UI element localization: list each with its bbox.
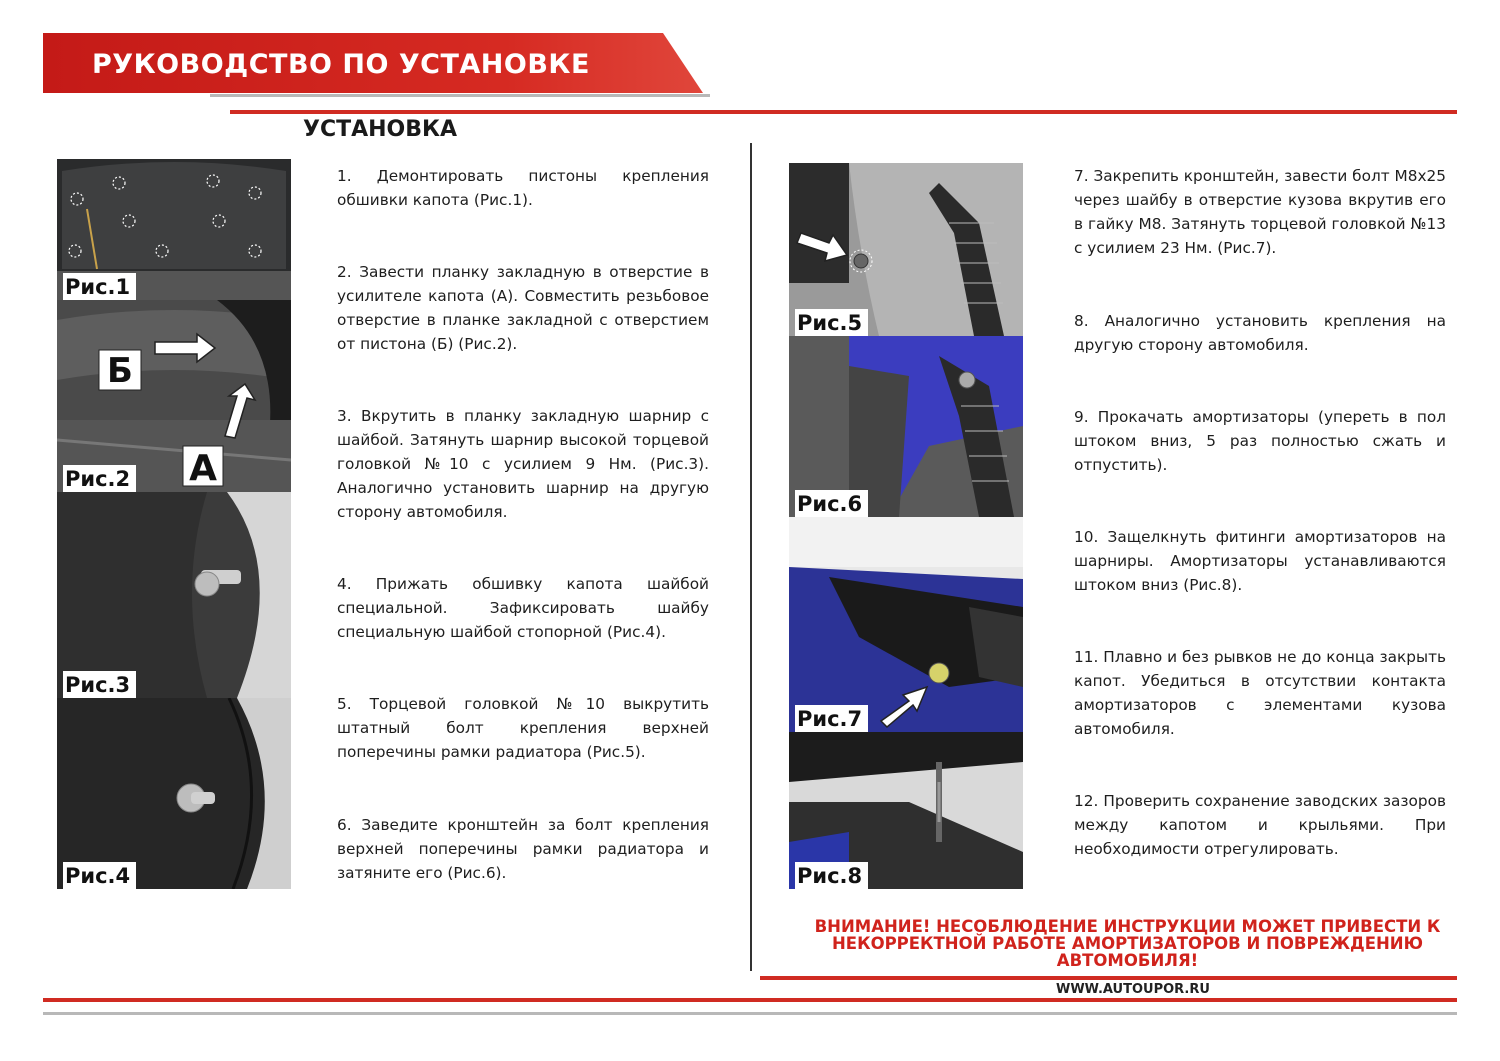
step-4: 4. Прижать обшивку капота шайбой специальной. Зафиксировать шайбу специальную шайбой стопорной (Рис.4). (337, 575, 709, 641)
column-divider (750, 143, 752, 971)
footer-line-red-top (760, 976, 1457, 980)
step-9: 9. Прокачать амортизаторы (упереть в пол штоком вниз, 5 раз полностью сжать и отпустить). (1074, 408, 1446, 474)
figure-4 (57, 698, 291, 889)
figure-2-caption: Рис.2 (63, 465, 136, 492)
step-1: 1. Демонтировать пистоны крепления обшивки капота (Рис.1). (337, 167, 709, 209)
footer-line-red (43, 998, 1268, 1002)
warning-line-2: НЕКОРРЕКТНОЙ РАБОТЕ АМОРТИЗАТОРОВ И ПОВРЕЖДЕНИЮ (832, 934, 1423, 953)
header-line-red (230, 110, 1457, 114)
figure-6 (789, 336, 1023, 517)
footer-line-red-right (1268, 998, 1457, 1002)
figure-6-caption: Рис.6 (795, 490, 868, 517)
figure-2-image (57, 300, 291, 492)
page-title: РУКОВОДСТВО ПО УСТАНОВКЕ (92, 49, 590, 80)
figure-4-caption: Рис.4 (63, 862, 136, 889)
step-12: 12. Проверить сохранение заводских зазоров между капотом и крыльями. При необходимости отрегулировать. (1074, 792, 1446, 858)
header-line-gray (210, 94, 710, 97)
step-10: 10. Защелкнуть фитинги амортизаторов на шарниры. Амортизаторы устанавливаются штоком вниз (Рис.8). (1074, 528, 1446, 594)
figure-3 (57, 492, 291, 698)
figure-5-caption: Рис.5 (795, 309, 868, 336)
figure-5 (789, 163, 1023, 336)
warning-line-3: АВТОМОБИЛЯ! (1056, 951, 1199, 970)
step-11: 11. Плавно и без рывков не до конца закрыть капот. Убедиться в отсутствии контакта амортизаторов с элементами кузова автомобиля. (1074, 648, 1446, 738)
step-6: 6. Заведите кронштейн за болт крепления верхней поперечины рамки радиатора и затяните его (Рис.6). (337, 816, 709, 882)
figure-4-image (57, 698, 291, 889)
figure-3-image (57, 492, 291, 698)
figure-3-caption: Рис.3 (63, 671, 136, 698)
step-5: 5. Торцевой головкой №10 выкрутить штатный болт крепления верхней поперечины рамки радиатора (Рис.5). (337, 695, 709, 761)
step-3: 3. Вкрутить в планку закладную шарнир с шайбой. Затянуть шарнир высокой торцевой головкой №10 с усилием 9 Нм. (Рис.3). Аналогично установить шарнир на другую сторону автомобиля. (337, 407, 709, 521)
website-link[interactable]: WWW.AUTOUPOR.RU (1056, 982, 1210, 997)
step-2: 2. Завести планку закладную в отверстие в усилителе капота (А). Совместить резьбовое отверстие в планке закладной с отверстием от пистона (Б) (Рис.2). (337, 263, 709, 353)
warning-text (800, 918, 1455, 969)
marker-b: Б (107, 351, 133, 391)
figure-8 (789, 732, 1023, 889)
footer-line-gray (43, 1012, 1457, 1015)
figure-7-image (789, 517, 1023, 732)
step-7: 7. Закрепить кронштейн, завести болт М8х25 через шайбу в отверстие кузова вкрутив его в гайку М8. Затянуть торцевой головкой №13 с усилием 23 Нм. (Рис.7). (1074, 167, 1446, 257)
figure-1 (57, 159, 291, 300)
step-8: 8. Аналогично установить крепления на другую сторону автомобиля. (1074, 312, 1446, 354)
section-title: УСТАНОВКА (303, 117, 458, 142)
figure-7-caption: Рис.7 (795, 705, 868, 732)
figure-7 (789, 517, 1023, 732)
figure-2 (57, 300, 291, 492)
marker-a: А (189, 448, 217, 489)
figure-1-caption: Рис.1 (63, 273, 136, 300)
figure-8-caption: Рис.8 (795, 862, 868, 889)
warning-line-1: ВНИМАНИЕ! НЕСОБЛЮДЕНИЕ ИНСТРУКЦИИ МОЖЕТ ПРИВЕСТИ К (814, 917, 1441, 936)
